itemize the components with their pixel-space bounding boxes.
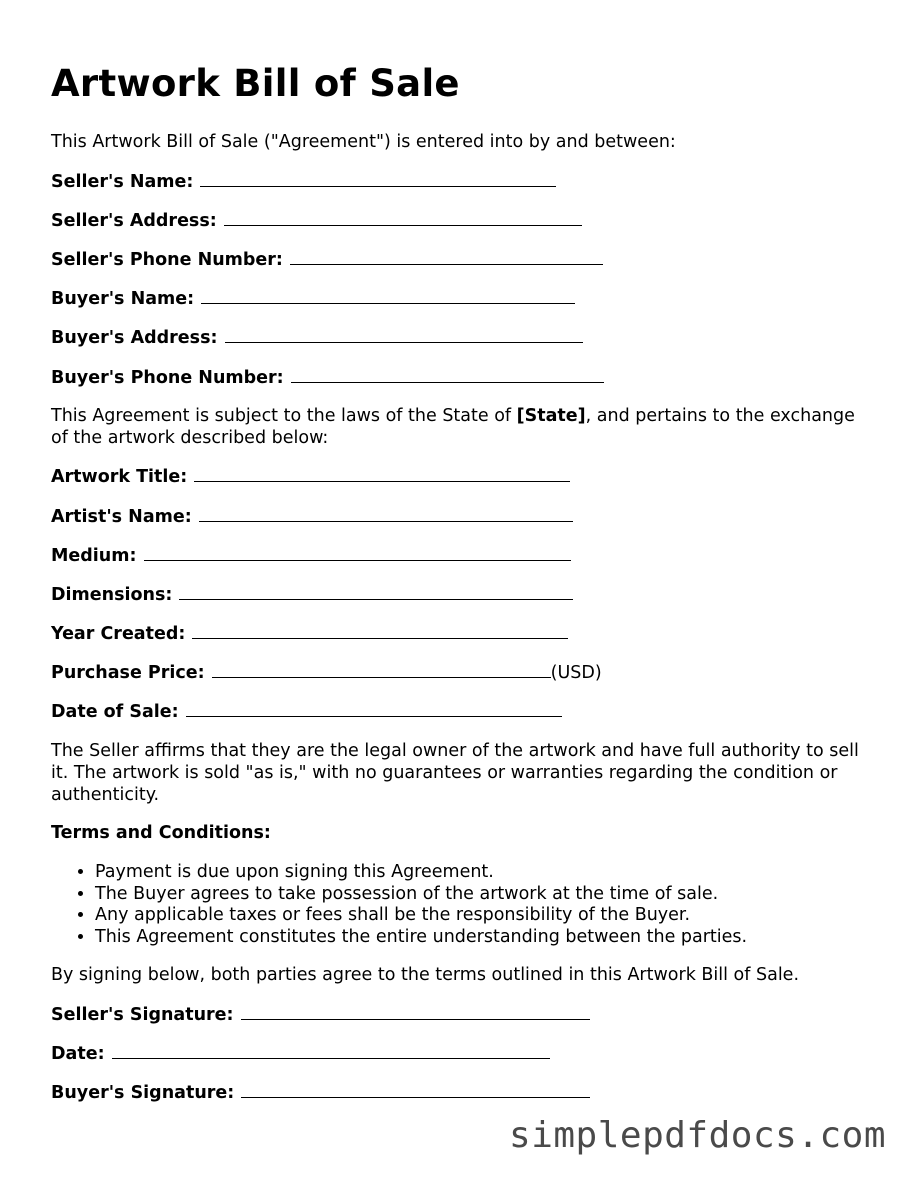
- terms-heading: Terms and Conditions:: [51, 823, 271, 843]
- purchase-price-blank[interactable]: [212, 663, 551, 678]
- intro-paragraph: This Artwork Bill of Sale ("Agreement") is entered into by and between:: [51, 132, 676, 152]
- purchase-price-field[interactable]: [51, 662, 602, 684]
- document-title: Artwork Bill of Sale: [51, 62, 460, 105]
- year-created-blank[interactable]: [192, 624, 568, 639]
- buyer-phone-blank[interactable]: [291, 368, 604, 383]
- buyer-address-field[interactable]: [51, 327, 583, 349]
- seller-signature-blank[interactable]: [241, 1005, 590, 1020]
- affirmation-paragraph: The Seller affirms that they are the legal owner of the artwork and have full authority to sell it. The artwork is sold "as is," with no guarantees or warranties regarding the condition or authenticity.: [51, 741, 859, 805]
- law-text-before: This Agreement is subject to the laws of the State of: [51, 406, 517, 426]
- list-item: • Payment is due upon signing this Agreement.: [95, 862, 913, 884]
- seller-address-field[interactable]: [51, 210, 582, 232]
- date-of-sale-blank[interactable]: [186, 702, 562, 717]
- currency-suffix: (USD): [550, 663, 602, 683]
- field-label: Seller's Name:: [51, 172, 194, 192]
- medium-blank[interactable]: [144, 546, 571, 561]
- field-label: Medium:: [51, 546, 137, 566]
- buyer-name-blank[interactable]: [201, 289, 575, 304]
- dimensions-field[interactable]: [51, 584, 573, 606]
- field-label: Buyer's Name:: [51, 289, 195, 309]
- buyer-address-blank[interactable]: [225, 328, 583, 343]
- field-label: Dimensions:: [51, 585, 173, 605]
- signature-date-field[interactable]: [51, 1043, 550, 1065]
- seller-signature-field[interactable]: [51, 1004, 590, 1026]
- watermark-text: simplepdfdocs.com: [509, 1115, 886, 1156]
- list-item: • The Buyer agrees to take possession of the artwork at the time of sale.: [95, 884, 913, 906]
- field-label: Date:: [51, 1044, 105, 1064]
- list-item: • This Agreement constitutes the entire understanding between the parties.: [95, 927, 913, 949]
- buyer-name-field[interactable]: [51, 288, 575, 310]
- buyer-signature-field[interactable]: [51, 1082, 590, 1104]
- year-created-field[interactable]: [51, 623, 568, 645]
- field-label: Seller's Phone Number:: [51, 250, 283, 270]
- artist-name-blank[interactable]: [199, 507, 573, 522]
- seller-phone-field[interactable]: [51, 249, 603, 271]
- artist-name-field[interactable]: [51, 506, 573, 528]
- field-label: Buyer's Address:: [51, 328, 218, 348]
- buyer-phone-field[interactable]: [51, 367, 604, 389]
- state-placeholder: [State]: [516, 406, 586, 426]
- law-text-after: , and pertains to the exchange of the artwork described below:: [51, 406, 855, 448]
- field-label: Artist's Name:: [51, 507, 192, 527]
- terms-list: [51, 862, 913, 948]
- seller-name-field[interactable]: [51, 171, 556, 193]
- artwork-title-blank[interactable]: [194, 467, 570, 482]
- date-of-sale-field[interactable]: [51, 701, 562, 723]
- artwork-title-field[interactable]: [51, 466, 570, 488]
- field-label: Purchase Price:: [51, 663, 205, 683]
- field-label: Seller's Address:: [51, 211, 217, 231]
- governing-law-paragraph: [51, 405, 876, 449]
- buyer-signature-blank[interactable]: [241, 1083, 590, 1098]
- medium-field[interactable]: [51, 545, 571, 567]
- field-label: Buyer's Signature:: [51, 1083, 235, 1103]
- closing-paragraph: By signing below, both parties agree to the terms outlined in this Artwork Bill of Sale.: [51, 965, 800, 985]
- field-label: Year Created:: [51, 624, 186, 644]
- field-label: Seller's Signature:: [51, 1005, 234, 1025]
- field-label: Date of Sale:: [51, 702, 179, 722]
- seller-name-blank[interactable]: [200, 172, 556, 187]
- signature-date-blank[interactable]: [112, 1044, 550, 1059]
- list-item: • Any applicable taxes or fees shall be the responsibility of the Buyer.: [95, 905, 913, 927]
- seller-address-blank[interactable]: [224, 211, 582, 226]
- field-label: Buyer's Phone Number:: [51, 368, 284, 388]
- dimensions-blank[interactable]: [179, 585, 573, 600]
- field-label: Artwork Title:: [51, 467, 188, 487]
- seller-phone-blank[interactable]: [290, 250, 603, 265]
